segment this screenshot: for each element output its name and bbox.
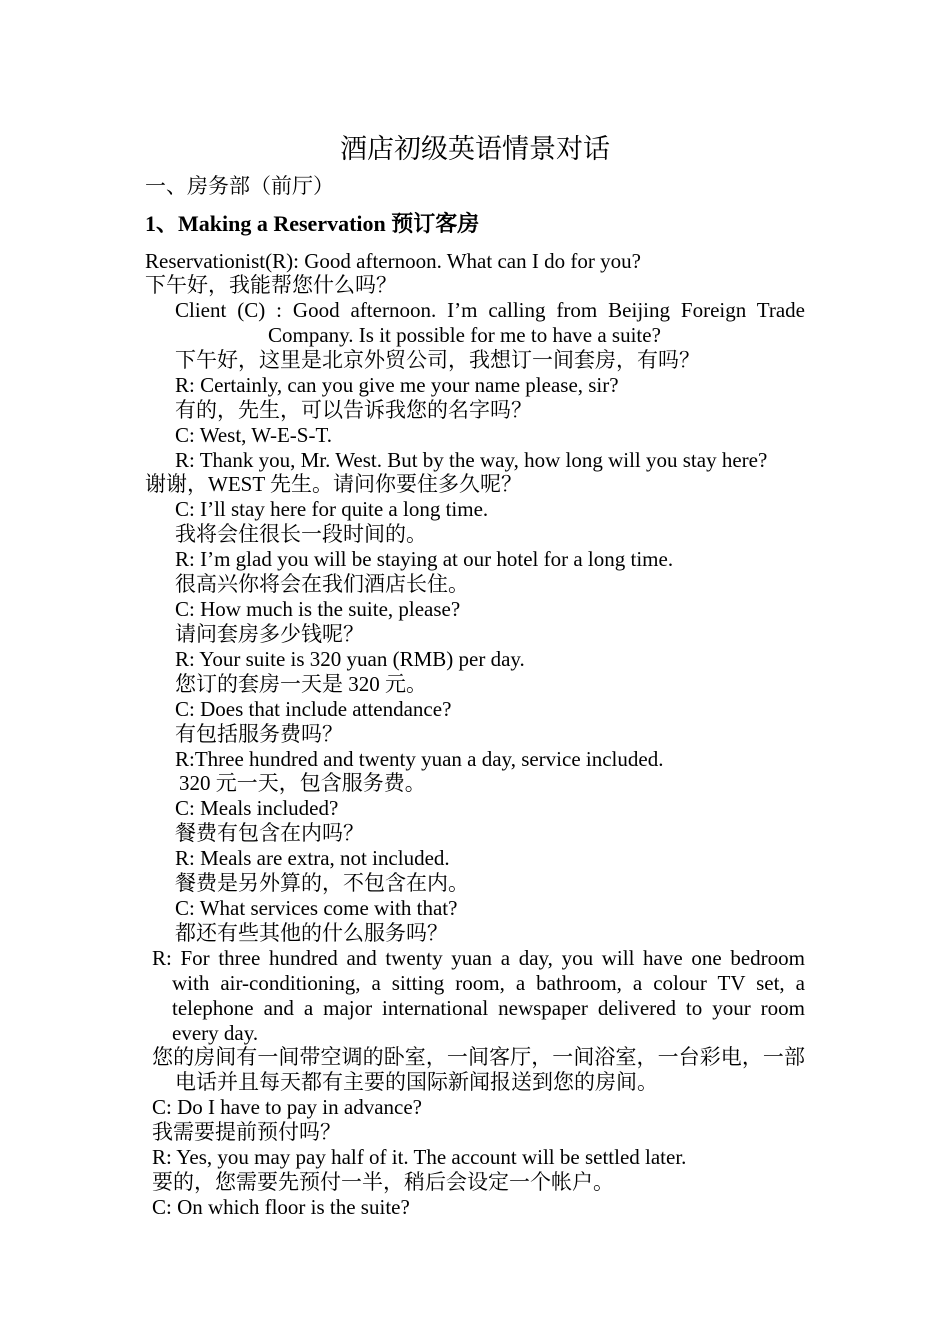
dialogue-line-en: C: On which floor is the suite? (152, 1195, 410, 1219)
dialogue-line-en: with air-conditioning, a sitting room, a bathroom, a colour TV set, a (172, 971, 805, 995)
dialogue-line-en: C: I’ll stay here for quite a long time. (175, 497, 489, 521)
dialogue-line-zh: 谢谢，WEST 先生。请问你要住多久呢？ (145, 472, 523, 496)
dialogue-line-en: R: I’m glad you will be staying at our hotel for a long time. (175, 547, 674, 571)
dialogue-line-en: telephone and a major international newspaper delivered to your room (172, 996, 805, 1020)
dialogue-line-en: Reservationist(R): Good afternoon. What can I do for you? (145, 249, 641, 273)
dialogue-line-zh: 电话并且每天都有主要的国际新闻报送到您的房间。 (175, 1070, 658, 1094)
dialogue-line-en: C: Does that include attendance? (175, 697, 452, 721)
dialogue-line-en: R: For three hundred and twenty yuan a day, you will have one bedroom (152, 946, 805, 970)
document-title: 酒店初级英语情景对话 (340, 134, 610, 164)
dialogue-line-en: R: Thank you, Mr. West. But by the way, how long will you stay here? (175, 448, 768, 472)
dialogue-line-zh: 下午好，我能帮您什么吗？ (145, 273, 397, 297)
dialogue-line-zh: 请问套房多少钱呢？ (175, 622, 364, 646)
dialogue-line-en: R: Your suite is 320 yuan (RMB) per day. (175, 647, 525, 671)
dialogue-line-zh: 很高兴你将会在我们酒店长住。 (175, 572, 469, 596)
dialogue-line-zh: 餐费有包含在内吗？ (175, 821, 364, 845)
dialogue-line-en: Company. Is it possible for me to have a suite? (268, 323, 661, 347)
dialogue-line-zh: 都还有些其他的什么服务吗？ (175, 921, 448, 945)
dialogue-line-en: R: Certainly, can you give me your name please, sir? (175, 373, 619, 397)
dialogue-line-zh: 下午好，这里是北京外贸公司，我想订一间套房，有吗？ (175, 348, 700, 372)
subsection-heading: 1、Making a Reservation 预订客房 (145, 211, 480, 236)
dialogue-line-en: R:Three hundred and twenty yuan a day, service included. (175, 747, 664, 771)
dialogue-line-en: C: Meals included? (175, 796, 339, 820)
dialogue-line-zh: 您的房间有一间带空调的卧室，一间客厅，一间浴室，一台彩电，一部 (152, 1045, 805, 1069)
dialogue-line-zh: 我需要提前预付吗？ (152, 1120, 341, 1144)
dialogue-line-zh: 餐费是另外算的，不包含在内。 (175, 871, 469, 895)
dialogue-line-en: C: Do I have to pay in advance? (152, 1095, 422, 1119)
dialogue-line-en: R: Meals are extra, not included. (175, 846, 450, 870)
dialogue-line-zh: 有的，先生，可以告诉我您的名字吗？ (175, 398, 532, 422)
dialogue-line-en: Client (C) : Good afternoon. I’m calling from Beijing Foreign Trade (175, 298, 805, 322)
dialogue-line-zh: 要的，您需要先预付一半，稍后会设定一个帐户。 (152, 1170, 614, 1194)
dialogue-line-zh: 320 元一天，包含服务费。 (179, 771, 426, 795)
dialogue-line-en: every day. (172, 1021, 259, 1045)
section-heading: 一、房务部（前厅） (145, 174, 334, 198)
dialogue-line-zh: 您订的套房一天是 320 元。 (175, 672, 427, 696)
dialogue-line-zh: 有包括服务费吗？ (175, 722, 343, 746)
dialogue-line-en: R: Yes, you may pay half of it. The account will be settled later. (152, 1145, 687, 1169)
dialogue-line-en: C: What services come with that? (175, 896, 458, 920)
dialogue-line-en: C: How much is the suite, please? (175, 597, 461, 621)
dialogue-line-zh: 我将会住很长一段时间的。 (175, 522, 427, 546)
dialogue-line-en: C: West, W-E-S-T. (175, 423, 332, 447)
